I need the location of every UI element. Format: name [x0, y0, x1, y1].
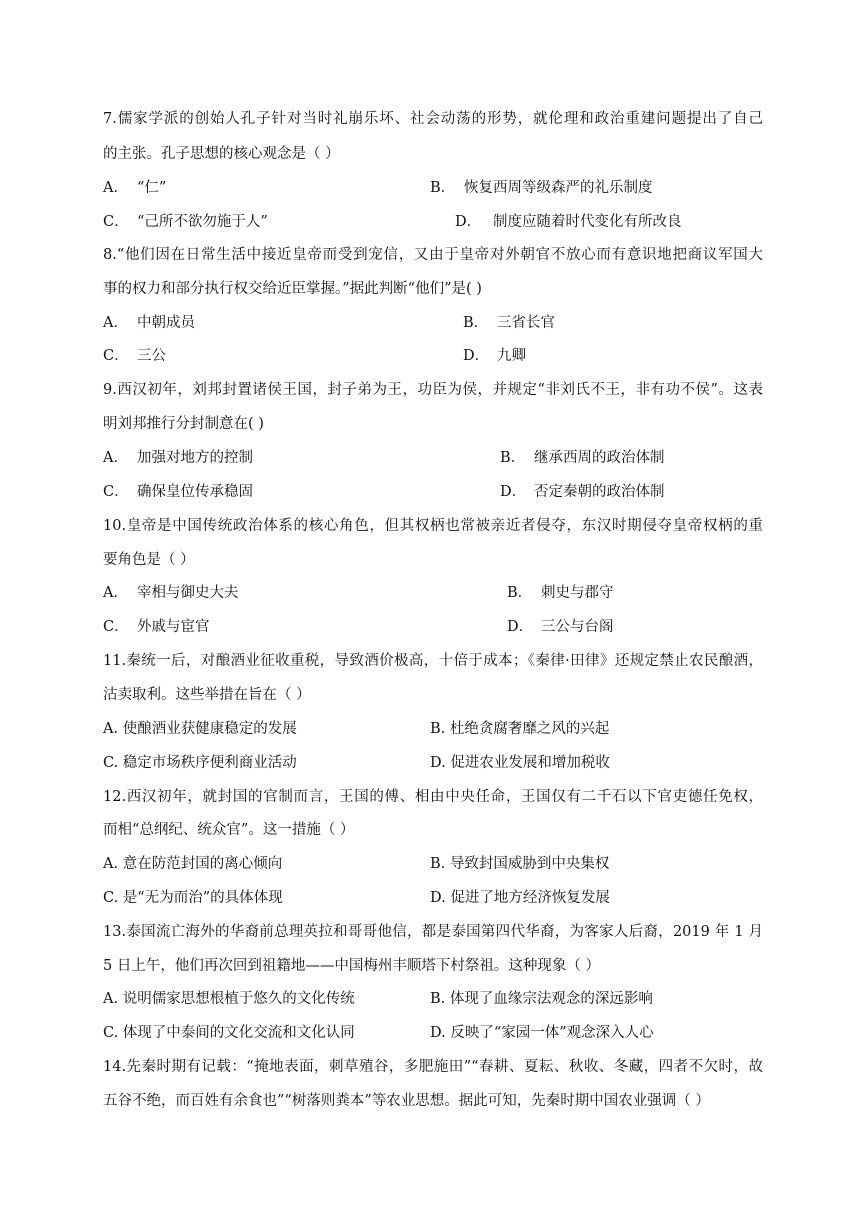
- question-10-option-b[interactable]: [507, 582, 614, 604]
- option-letter: C．: [103, 214, 129, 230]
- option-text: 确保皇位传承稳固: [137, 484, 253, 500]
- question-9-option-d[interactable]: [500, 481, 665, 503]
- question-11-option-d[interactable]: D. 促进农业发展和增加税收: [430, 755, 610, 771]
- question-11-stem-line-1: 11.秦统一后，对酿酒业征收重税，导致酒价极高，十倍于成本；《秦律·田律》还规定禁止农民酿酒，: [103, 653, 763, 669]
- question-12-stem-line-2: 而相“总纲纪、统众官”。这一措施（ ）: [103, 822, 355, 838]
- option-text: 宰相与御史大夫: [137, 585, 239, 601]
- option-letter: C．: [103, 484, 129, 500]
- option-text: 三公与台阁: [541, 619, 614, 635]
- option-letter: A．: [103, 315, 128, 331]
- option-text: 否定秦朝的政治体制: [534, 484, 665, 500]
- option-letter: D．: [500, 484, 527, 500]
- option-letter: D．: [507, 619, 534, 635]
- option-text: 加强对地方的控制: [137, 450, 253, 466]
- option-letter: B．: [507, 585, 533, 601]
- question-7-option-c[interactable]: [103, 211, 268, 233]
- option-letter: D．: [455, 214, 482, 230]
- question-12-option-b[interactable]: B. 导致封国威胁到中央集权: [430, 856, 610, 872]
- option-letter: A．: [103, 585, 128, 601]
- question-11-option-a[interactable]: A. 使酿酒业获健康稳定的发展: [103, 721, 297, 737]
- option-letter: C．: [103, 348, 129, 364]
- question-8-option-d[interactable]: [463, 345, 526, 367]
- option-letter: A．: [103, 450, 128, 466]
- question-14-stem-line-2: 五谷不绝，而百姓有余食也”“树落则粪本”等农业思想。据此可知，先秦时期中国农业强调（ ）: [103, 1093, 710, 1109]
- question-7-stem-line-1: 7.儒家学派的创始人孔子针对当时礼崩乐坏、社会动荡的形势，就伦理和政治重建问题提出了自己: [103, 111, 763, 127]
- option-text: 中朝成员: [137, 315, 195, 331]
- question-9-option-a[interactable]: [103, 447, 253, 469]
- option-text: 制度应随着时代变化有所改良: [493, 214, 682, 230]
- question-13-option-c[interactable]: C. 体现了中泰间的文化交流和文化认同: [103, 1025, 355, 1041]
- question-8-option-a[interactable]: [103, 312, 195, 334]
- question-8-stem-line-1: 8.“他们因在日常生活中接近皇帝而受到宠信，又由于皇帝对外朝官不放心而有意识地把商议军国大: [103, 247, 763, 263]
- question-7-option-d[interactable]: [455, 211, 682, 233]
- question-13-option-b[interactable]: B. 体现了血缘宗法观念的深远影响: [430, 991, 653, 1007]
- option-text: “己所不欲勿施于人”: [137, 214, 268, 230]
- question-7-stem-line-2: 的主张。孔子思想的核心观念是（ ）: [103, 146, 340, 162]
- option-text: 九卿: [497, 348, 526, 364]
- question-8-option-b[interactable]: [463, 312, 555, 334]
- question-8-stem-line-2: 事的权力和部分执行权交给近臣掌握。”据此判断“他们”是( ): [103, 281, 482, 297]
- question-11-option-c[interactable]: C. 稳定市场秩序便利商业活动: [103, 755, 297, 771]
- question-10-option-d[interactable]: [507, 616, 614, 638]
- question-10-option-a[interactable]: [103, 582, 239, 604]
- question-9-stem-line-2: 明刘邦推行分封制意在( ): [103, 416, 264, 432]
- option-letter: A．: [103, 180, 128, 196]
- question-13-option-a[interactable]: A. 说明儒家思想根植于悠久的文化传统: [103, 991, 355, 1007]
- option-text: 恢复西周等级森严的礼乐制度: [464, 180, 653, 196]
- question-9-option-b[interactable]: [500, 447, 665, 469]
- question-12-option-a[interactable]: A. 意在防范封国的离心倾向: [103, 856, 283, 872]
- question-12-option-d[interactable]: D. 促进了地方经济恢复发展: [430, 890, 610, 906]
- question-7-option-a[interactable]: [103, 177, 166, 199]
- question-10-stem-line-1: 10.皇帝是中国传统政治体系的核心角色，但其权柄也常被亲近者侵夺，东汉时期侵夺皇帝权柄的重: [103, 518, 763, 534]
- option-text: 三省长官: [497, 315, 555, 331]
- option-text: 刺史与郡守: [541, 585, 614, 601]
- option-letter: B．: [500, 450, 526, 466]
- question-14-stem-line-1: 14.先秦时期有记载：“掩地表面，刺草殖谷，多肥施田”“春耕、夏耘、秋收、冬藏，四者不欠时，故: [103, 1059, 763, 1075]
- question-7-option-b[interactable]: [430, 177, 653, 199]
- option-letter: B．: [430, 180, 456, 196]
- question-9-stem-line-1: 9.西汉初年，刘邦封置诸侯王国，封子弟为王，功臣为侯，并规定“非刘氏不王，非有功不侯”。这表: [103, 382, 763, 398]
- option-text: 三公: [137, 348, 166, 364]
- question-11-option-b[interactable]: B. 杜绝贪腐奢靡之风的兴起: [430, 721, 610, 737]
- option-letter: B．: [463, 315, 489, 331]
- question-13-stem-line-1: 13.泰国流亡海外的华裔前总理英拉和哥哥他信，都是泰国第四代华裔，为客家人后裔，2019 年 1 月: [103, 924, 763, 940]
- question-12-stem-line-1: 12.西汉初年，就封国的官制而言，王国的傅、相由中央任命，王国仅有二千石以下官吏德任免权，: [103, 789, 763, 805]
- question-10-option-c[interactable]: [103, 616, 210, 638]
- question-10-stem-line-2: 要角色是（ ）: [103, 552, 195, 568]
- question-13-option-d[interactable]: D. 反映了“家园一体”观念深入人心: [430, 1025, 654, 1041]
- option-letter: D．: [463, 348, 490, 364]
- question-11-stem-line-2: 沽卖取利。这些举措在旨在（ ）: [103, 687, 311, 703]
- option-letter: C．: [103, 619, 129, 635]
- question-13-stem-line-2: 5 日上午，他们再次回到祖籍地——中国梅州丰顺塔下村祭祖。这种现象（ ）: [103, 958, 600, 974]
- option-text: “仁”: [137, 180, 167, 196]
- question-8-option-c[interactable]: [103, 345, 166, 367]
- option-text: 外戚与宦官: [137, 619, 210, 635]
- question-12-option-c[interactable]: C. 是“无为而治”的具体体现: [103, 890, 283, 906]
- option-text: 继承西周的政治体制: [534, 450, 665, 466]
- question-9-option-c[interactable]: [103, 481, 253, 503]
